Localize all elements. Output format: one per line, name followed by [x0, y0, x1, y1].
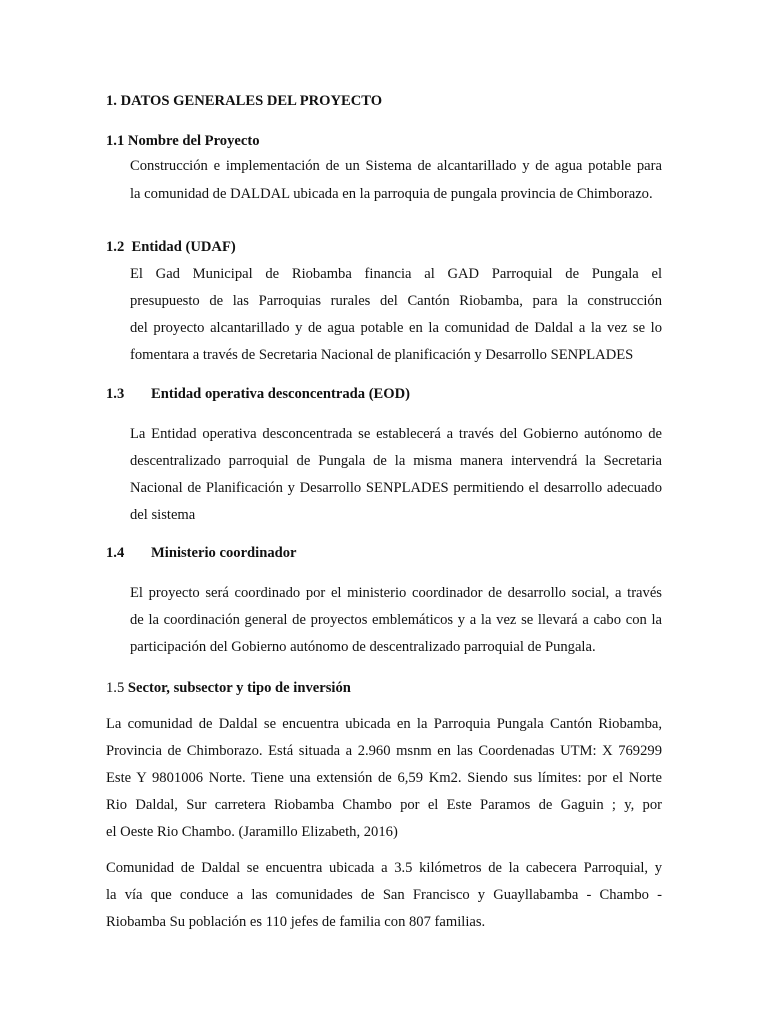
main-heading: 1. DATOS GENERALES DEL PROYECTO	[106, 93, 383, 109]
section-title: Ministerio coordinador	[151, 545, 297, 561]
paragraph-line: la vía que conduce a las comunidades de San Francisco y Guayllabamba - Chambo -	[106, 887, 662, 903]
section-title: Entidad operativa desconcentrada (EOD)	[151, 386, 411, 402]
section-title: Entidad (UDAF)	[131, 239, 236, 255]
section-heading	[106, 131, 260, 151]
paragraph-line: Riobamba Su población es 110 jefes de familia con 807 familias.	[106, 914, 486, 930]
section-title: Nombre del Proyecto	[127, 133, 260, 149]
section-number: 1.1	[106, 133, 125, 149]
paragraph-line: El proyecto será coordinado por el ministerio coordinador de desarrollo social, a través	[130, 585, 662, 601]
paragraph-line: Construcción e implementación de un Sistema de alcantarillado y de agua potable para	[130, 158, 662, 174]
section-number: 1.2	[106, 239, 125, 255]
section-heading	[106, 237, 236, 257]
paragraph-line: participación del Gobierno autónomo de descentralizado parroquial de Pungala.	[130, 639, 596, 655]
paragraph-line: presupuesto de las Parroquias rurales del Cantón Riobamba, para la construcción	[130, 293, 662, 309]
paragraph-line: Este Y 9801006 Norte. Tiene una extensión de 6,59 Km2. Siendo sus límites: por el Norte	[106, 770, 662, 786]
paragraph-line: de la coordinación general de proyectos emblemáticos y a la vez se llevará a cabo con la	[130, 612, 662, 628]
paragraph-line: la comunidad de DALDAL ubicada en la parroquia de pungala provincia de Chimborazo.	[130, 186, 653, 202]
paragraph-line: Nacional de Planificación y Desarrollo SENPLADES permitiendo el desarrollo adecuado	[130, 480, 662, 496]
paragraph-line: La comunidad de Daldal se encuentra ubicada en la Parroquia Pungala Cantón Riobamba,	[106, 716, 662, 732]
section-number: 1.4	[106, 545, 125, 561]
paragraph-line: El Gad Municipal de Riobamba financia al GAD Parroquial de Pungala el	[130, 266, 662, 282]
paragraph-line: Rio Daldal, Sur carretera Riobamba Chambo por el Este Paramos de Gaguin ; y, por	[106, 797, 662, 813]
paragraph-line: Comunidad de Daldal se encuentra ubicada a 3.5 kilómetros de la cabecera Parroquial, y	[106, 860, 662, 876]
paragraph-line: fomentara a través de Secretaria Nacional de planificación y Desarrollo SENPLADES	[130, 347, 634, 363]
section-heading	[106, 678, 351, 698]
section-number: 1.5	[106, 680, 125, 696]
paragraph-line: La Entidad operativa desconcentrada se establecerá a través del Gobierno autónomo de	[130, 426, 662, 442]
paragraph-line: del sistema	[130, 507, 196, 523]
section-title: Sector, subsector y tipo de inversión	[127, 680, 351, 696]
section-number: 1.3	[106, 386, 125, 402]
paragraph-line: del proyecto alcantarillado y de agua potable en la comunidad de Daldal a la vez se lo	[130, 320, 662, 336]
paragraph-line: descentralizado parroquial de Pungala de la misma manera intervendrá la Secretaria	[130, 453, 662, 469]
paragraph-line: Provincia de Chimborazo. Está situada a 2.960 msnm en las Coordenadas UTM: X 769299	[106, 743, 662, 759]
paragraph-line: el Oeste Rio Chambo. (Jaramillo Elizabeth, 2016)	[106, 824, 398, 840]
